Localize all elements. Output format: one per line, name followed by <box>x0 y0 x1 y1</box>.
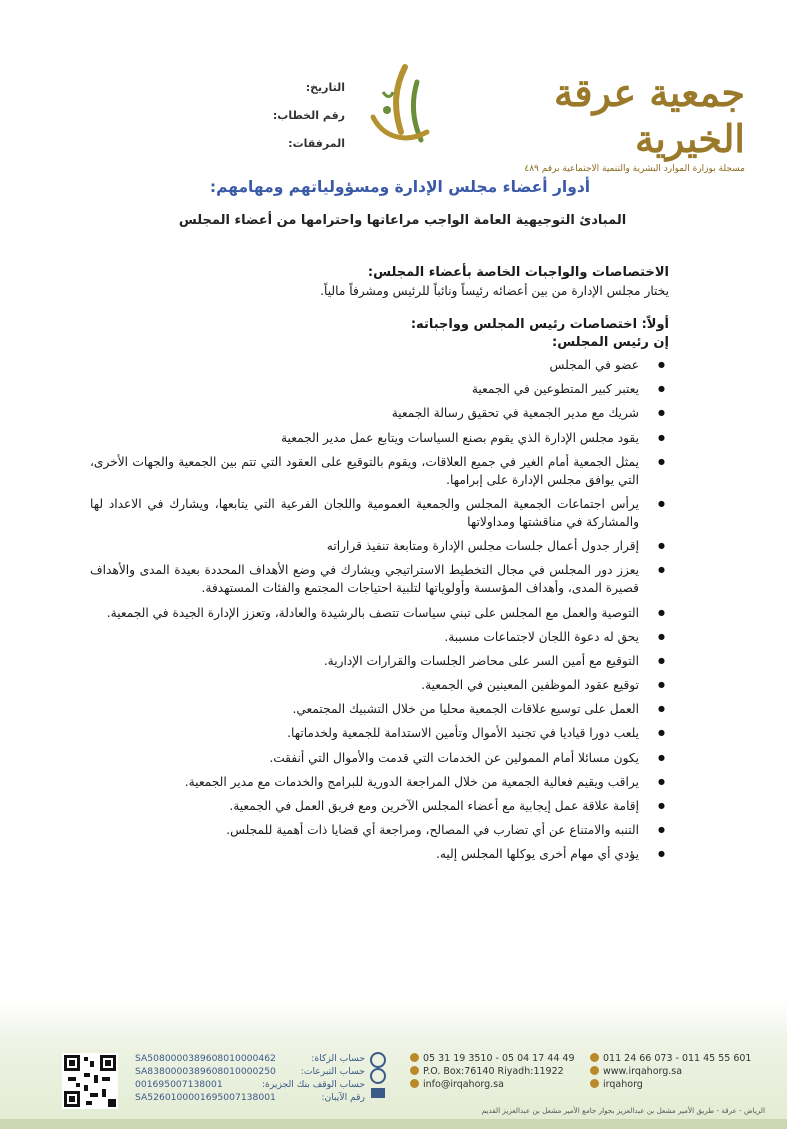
bank-line: SA5260100001695007138001 رقم الآيبان: <box>135 1092 365 1103</box>
list-item: ● يعتبر كبير المتطوعين في الجمعية <box>90 380 669 398</box>
address: الرياض - عرقة - طريق الأمير مشعل بن عبدالعزيز بجوار جامع الأمير مشعل بن عبدالعزيز القديم <box>481 1106 765 1115</box>
list-item: ● يكون مسائلا أمام الممولين عن الخدمات التي قدمت والأموال التي أنفقت. <box>90 749 669 767</box>
org-logo <box>485 70 745 174</box>
document-title: أدوار أعضاء مجلس الإدارة ومسؤولياتهم ومهامهم: <box>209 178 591 196</box>
list-item: ● عضو في المجلس <box>90 356 669 374</box>
list-item: ● التنبه والامتناع عن أي تضارب في المصالح، ومراجعة أي قضايا ذات أهمية للمجلس. <box>90 821 669 839</box>
globe-icon <box>590 1066 599 1075</box>
section1-text: يختار مجلس الإدارة من بين أعضائه رئيساً ونائباً للرئيس ومشرفاً مالياً. <box>320 284 669 298</box>
bank-accounts <box>135 1052 365 1104</box>
list-item: ● يحق له دعوة اللجان لاجتماعات مسببة. <box>90 628 669 646</box>
list-item: ● إقامة علاقة عمل إيجابية مع أعضاء المجلس الآخرين ومع فريق العمل في الجمعية. <box>90 797 669 815</box>
document-body <box>90 264 669 870</box>
section2-heading: أولاً: اختصاصات رئيس المجلس وواجباته: <box>410 317 669 332</box>
list-item: ● توقيع عقود الموظفين المعينين في الجمعية. <box>90 676 669 694</box>
website[interactable]: www.irqahorg.sa <box>590 1065 760 1078</box>
attachments-field: المرفقات: <box>288 137 345 150</box>
org-registration: مسجلة بوزارة الموارد البشرية والتنمية الاجتماعية برقم ٤٨٩ <box>524 164 745 174</box>
list-item: ● شريك مع مدير الجمعية في تحقيق رسالة الجمعية <box>90 404 669 422</box>
social-media-icon <box>590 1079 599 1088</box>
org-name: جمعية عرقة الخيرية <box>553 70 745 161</box>
po-box: P.O. Box:76140 Riyadh:11922 <box>410 1065 580 1078</box>
footer-strip <box>0 1119 787 1129</box>
letter-number-field: رقم الخطاب: <box>272 109 345 122</box>
bank-logo-icon <box>368 1052 390 1106</box>
qr-code-icon[interactable] <box>62 1053 118 1109</box>
office-phones: 011 24 66 073 - 011 45 55 601 <box>590 1052 760 1065</box>
whatsapp-icon <box>410 1053 419 1062</box>
section1-heading: الاختصاصات والواجبات الخاصة بأعضاء المجلس: <box>367 265 669 280</box>
anniversary-emblem-icon <box>365 62 435 152</box>
list-item: ● التوصية والعمل مع المجلس على تبني سياسات تتصف بالرشيدة والعادلة، وتعزز الإدارة الجيدة في الجمعية. <box>90 604 669 622</box>
mobile-phones: 05 31 19 3510 - 05 04 17 44 49 <box>410 1052 580 1065</box>
phone-icon <box>590 1053 599 1062</box>
list-item: ● يمثل الجمعية أمام الغير في جميع العلاقات، ويقوم بالتوقيع على العقود التي تتم بين الجمعية والجهات الأخرى، التي يوافق مجلس الإدارة على إبرامها. <box>90 453 669 489</box>
bank-line: SA8380000389608010000250 حساب التبرعات: <box>135 1066 365 1077</box>
bank-line: SA5080000389608010000462 حساب الزكاة: <box>135 1053 365 1064</box>
list-item: ● يراقب ويقيم فعالية الجمعية من خلال المراجعة الدورية للبرامج والخدمات مع مدير الجمعية. <box>90 773 669 791</box>
document-subtitle: المبادئ التوجيهية العامة الواجب مراعاتها واحترامها من أعضاء المجلس <box>178 213 627 228</box>
email-icon <box>410 1079 419 1088</box>
social-handle[interactable]: irqahorg <box>590 1078 760 1091</box>
list-item: ● العمل على توسيع علاقات الجمعية محليا من خلال التشبيك المجتمعي. <box>90 700 669 718</box>
mailbox-icon <box>410 1066 419 1075</box>
letter-meta <box>195 78 345 162</box>
list-item: ● يؤدي أي مهام أخرى يوكلها المجلس إليه. <box>90 845 669 863</box>
list-item: ● يرأس اجتماعات الجمعية المجلس والجمعية العمومية واللجان الفرعية التي يتابعها، ويشارك في الاعداد لها والمشاركة في مناقشتها ومداولاتها <box>90 495 669 531</box>
contact-details <box>410 1052 580 1092</box>
anniversary-logo <box>365 62 435 152</box>
contact-details-2 <box>590 1052 760 1092</box>
list-item: ● يلعب دورا قياديا في تجنيد الأموال وتأمين الاستدامة للجمعية ولخدماتها. <box>90 724 669 742</box>
list-item: ● يقود مجلس الإدارة الذي يقوم بصنع السياسات ويتابع عمل مدير الجمعية <box>90 429 669 447</box>
list-item: ● التوقيع مع أمين السر على محاضر الجلسات والقرارات الإدارية. <box>90 652 669 670</box>
section2-intro: إن رئيس المجلس: <box>552 335 669 350</box>
date-field: التاريخ: <box>305 81 345 94</box>
chairman-duties-list <box>90 356 669 863</box>
email[interactable]: info@irqahorg.sa <box>410 1078 580 1091</box>
list-item: ● يعزز دور المجلس في مجال التخطيط الاستراتيجي ويشارك في وضع الأهداف المحددة بعيدة المدى والأهداف قصيرة المدى، وأهداف المؤسسة وأولوياتها لتلبية احتياجات المجتمع والفئات المستهدفة. <box>90 561 669 597</box>
list-item: ● إقرار جدول أعمال جلسات مجلس الإدارة ومتابعة تنفيذ قراراته <box>90 537 669 555</box>
bank-line: 001695007138001 حساب الوقف بنك الجزيرة: <box>135 1079 365 1090</box>
